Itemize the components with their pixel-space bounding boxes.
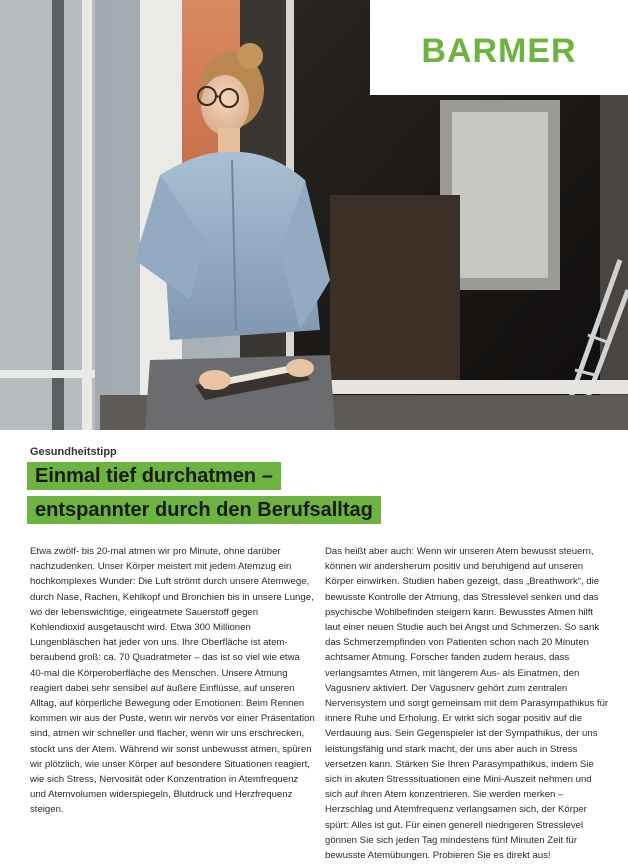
article-column-2: [325, 544, 610, 863]
article-body: [30, 544, 610, 863]
brand-logo-text: BARMER: [421, 32, 577, 70]
headline-line-2: entspannter durch den Berufsalltag: [27, 496, 381, 524]
article-headline: [27, 462, 381, 530]
paragraph: Etwa zwölf- bis 20-mal atmen wir pro Minute, ohne darüber nachzudenken. Unser Körper meistert mit jedem Atemzug ein hochkomplexes Wunder: Die Luft strömt durch unsere Atemwege, durch Nase, Rachen, Kehlkopf und Bronchien bis in unsere Lunge, wo der lebenswichtige, eingeatmete Sauerstoff gegen Kohlendioxid ausgetauscht wird. Etwa 300 Millionen Lungenbläschen hat jeder von uns. Ihre Oberfläche ist atemberaubend groß: ca. 70 Quadratmeter – das ist so viel wie etwa 40-mal die Körperoberfläche des Menschen. Unsere Atmung reagiert dabei sehr sensibel auf äußere Einflüsse, auf unseren Alltag, auf körperliche Bewegung oder Emotionen: Beim Rennen kommen wir aus der Puste, wenn wir nervös vor einer Präsentation sind, atmen wir schneller und flacher, wenn wir uns erschrecken, stockt uns der Atem. Während wir sonst unbewusst atmen, spüren wir plötzlich, wie unser Körper auf besondere Situationen reagiert, wie sich Stress, Nervosität oder Konzentration in Atemfrequenz und Atemvolumen widerspiegeln, Blutdruck und Herzfrequenz steigen.: [30, 546, 315, 816]
paragraph: Das heißt aber auch: Wenn wir unseren Atem bewusst steuern, können wir andersherum positiv und beruhigend auf unseren Körper einwirken. Studien haben gezeigt, dass „Breathwork“, die bewusste Kontrolle der Atmung, das Stresslevel senken und das psychische Wohlbefinden steigern kann. Bewusstes Atmen hilft laut einer neuen Studie auch bei Angst und Schmerzen. So sank das Schmerzempfinden von Patienten schon nach 20 Minuten achtsamer Atmung. Forscher fanden zudem heraus, dass verlangsamtes Atmen, mit längerem Aus- als Einatmen, den Vagusnerv aktiviert. Der Vagusnerv gehört zum zentralen Nervensystem und sorgt gemeinsam mit dem Parasympathikus für innere Ruhe und Erholung. Er wirkt sich sogar positiv auf die Verdauung aus. Sein Gegenspieler ist der Sympathikus, der uns leistungsfähig und stark macht, der uns aber auch in Stress versetzen kann. Stärken Sie Ihren Parasympathikus, indem Sie sich in akuten Stresssituationen eine Mini-Auszeit nehmen und sich auf ihren Atem konzentrieren. Sie werden merken – Herzschlag und Atemfrequenz verlangsamen sich, der Körper spürt: Alles ist gut. Für einen generell niedrigeren Stresslevel gönnen Sie sich jeden Tag mindestens fünf Minuten Zeit für bewusste Atemübungen. Probieren Sie es direkt aus!: [325, 546, 609, 862]
headline-line-1: Einmal tief durchatmen –: [27, 462, 281, 490]
hero-photo: [0, 0, 628, 430]
article-column-1: [30, 544, 315, 863]
brand-logo: [370, 0, 628, 95]
article-kicker: Gesundheitstipp: [30, 446, 117, 458]
